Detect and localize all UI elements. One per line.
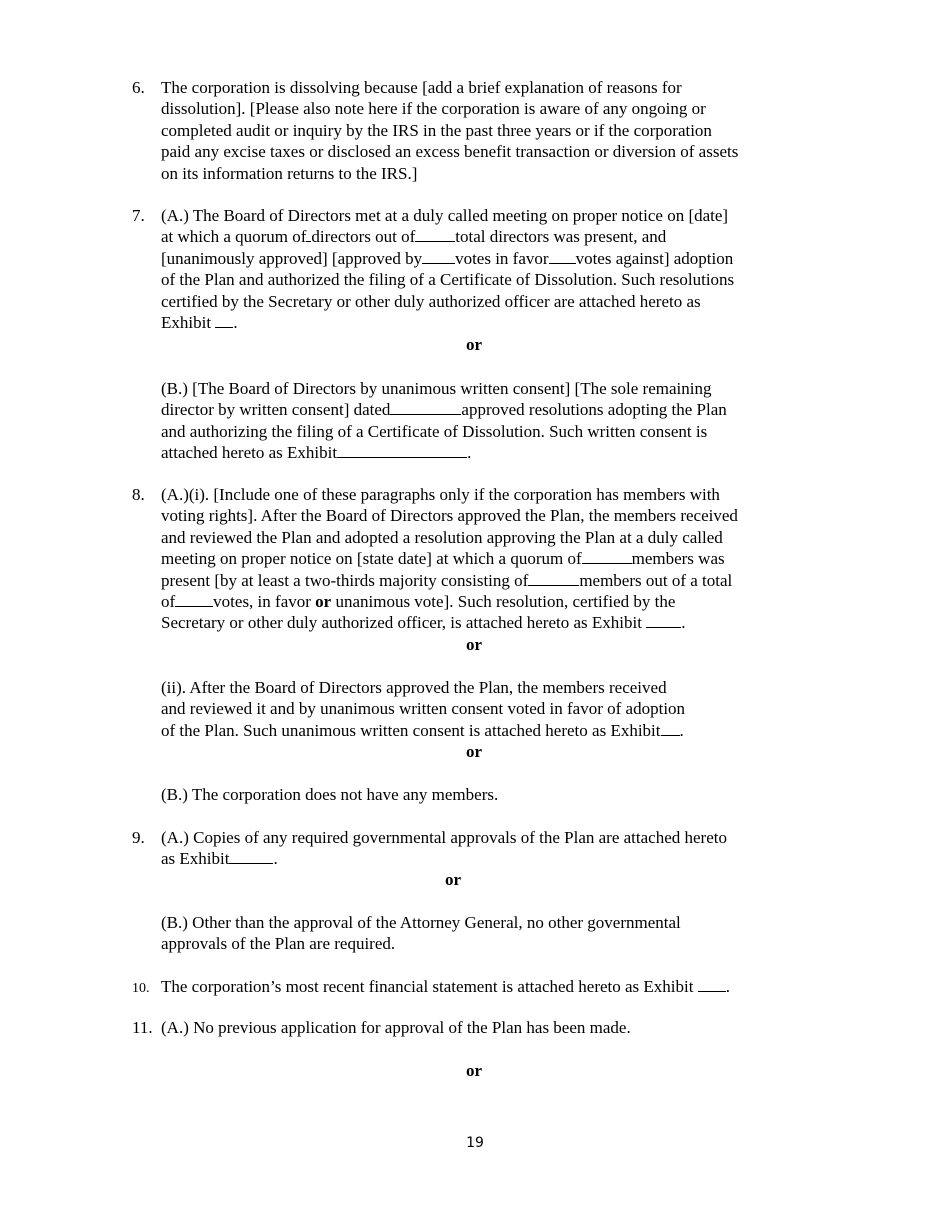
or-separator: or bbox=[466, 335, 483, 354]
item-11 bbox=[132, 1017, 812, 1038]
page-number: 19 bbox=[466, 1135, 484, 1151]
item-10 bbox=[132, 976, 812, 997]
text-line: The corporation is dissolving because [add a brief explanation of reasons for bbox=[161, 78, 682, 97]
item-7b-body bbox=[161, 378, 727, 464]
text-line: (ii). After the Board of Directors approved the Plan, the members received bbox=[161, 678, 667, 697]
text-line: (B.) Other than the approval of the Attorney General, no other governmental bbox=[161, 913, 681, 932]
text-line: of the Plan. Such unanimous written consent is attached hereto as Exhibit . bbox=[161, 720, 684, 740]
item-number: 11. bbox=[132, 1018, 153, 1037]
item-number: 10. bbox=[132, 981, 150, 996]
or-separator: or bbox=[466, 635, 483, 654]
text-line: meeting on proper notice on [state date] at which a quorum of members was bbox=[161, 549, 725, 569]
blank-line bbox=[422, 248, 455, 264]
text-line: and authorizing the filing of a Certificate of Dissolution. Such written consent is bbox=[161, 421, 708, 441]
item-9b-body bbox=[161, 912, 681, 955]
item-8b-body bbox=[161, 784, 498, 805]
text-line: director by written consent] dated approved resolutions adopting the Plan bbox=[161, 400, 727, 420]
text-line: (A.)(i). [Include one of these paragraphs only if the corporation has members with bbox=[161, 485, 720, 504]
item-number: 7. bbox=[132, 206, 145, 225]
text-line: attached hereto as Exhibit . bbox=[161, 443, 472, 463]
item-number: 8. bbox=[132, 485, 145, 504]
blank-line bbox=[528, 570, 579, 586]
or-separator: or bbox=[466, 1061, 483, 1080]
text-line: dissolution]. [Please also note here if the corporation is aware of any ongoing or bbox=[161, 99, 706, 119]
blank-line bbox=[661, 720, 680, 736]
or-separator: or bbox=[445, 870, 462, 889]
text-line: of votes, in favor or unanimous vote]. Such resolution, certified by the bbox=[161, 592, 676, 612]
blank-line bbox=[175, 591, 213, 607]
text-line: of the Plan and authorized the filing of a Certificate of Dissolution. Such resolutions bbox=[161, 270, 735, 290]
text-line: (B.) The corporation does not have any members. bbox=[161, 785, 499, 804]
item-9 bbox=[132, 827, 812, 870]
blank-line bbox=[337, 442, 467, 458]
blank-line bbox=[549, 248, 576, 264]
item-number: 6. bbox=[132, 78, 145, 97]
blank-line bbox=[215, 312, 233, 328]
text-line: [unanimously approved] [approved by votes in favor votes against] adoption bbox=[161, 248, 734, 268]
text-line: at which a quorum of directors out of total directors was present, and bbox=[161, 227, 667, 247]
text-line: on its information returns to the IRS.] bbox=[161, 163, 418, 183]
item-8 bbox=[132, 484, 812, 634]
text-line: approvals of the Plan are required. bbox=[161, 934, 396, 954]
text-line: Exhibit . bbox=[161, 313, 238, 333]
text-line: and reviewed it and by unanimous written consent voted in favor of adoption bbox=[161, 699, 686, 719]
item-9a-body bbox=[161, 827, 812, 870]
text-line: paid any excise taxes or disclosed an excess benefit transaction or diversion of assets bbox=[161, 142, 739, 162]
item-10-body bbox=[161, 976, 812, 997]
blank-line bbox=[646, 612, 681, 628]
text-line: as Exhibit . bbox=[161, 849, 278, 869]
text-line: and reviewed the Plan and adopted a resolution approving the Plan at a duly called bbox=[161, 527, 723, 547]
blank-line bbox=[415, 226, 455, 242]
item-6 bbox=[132, 77, 812, 184]
text-line: The corporation’s most recent financial statement is attached hereto as Exhibit . bbox=[161, 977, 730, 996]
text-line: completed audit or inquiry by the IRS in the past three years or if the corporation bbox=[161, 120, 712, 140]
blank-line bbox=[698, 976, 726, 992]
item-number: 9. bbox=[132, 828, 145, 847]
text-line: (A.) Copies of any required governmental approvals of the Plan are attached hereto bbox=[161, 828, 727, 847]
text-line: present [by at least a two-thirds majority consisting of members out of a total bbox=[161, 570, 733, 590]
or-separator: or bbox=[466, 742, 483, 761]
item-7 bbox=[132, 205, 812, 333]
text-line: Secretary or other duly authorized officer, is attached hereto as Exhibit . bbox=[161, 613, 686, 633]
text-line: (A.) The Board of Directors met at a duly called meeting on proper notice on [date] bbox=[161, 206, 729, 225]
item-8aii-body bbox=[161, 677, 685, 741]
blank-line bbox=[582, 548, 632, 564]
item-11-body bbox=[161, 1017, 812, 1038]
item-8ai-body bbox=[161, 484, 812, 634]
text-line: voting rights]. After the Board of Directors approved the Plan, the members received bbox=[161, 506, 738, 526]
text-line: certified by the Secretary or other duly authorized officer are attached hereto as bbox=[161, 291, 701, 311]
item-7a-body bbox=[161, 205, 812, 333]
text-line: (A.) No previous application for approval of the Plan has been made. bbox=[161, 1018, 631, 1037]
text-line: (B.) [The Board of Directors by unanimous written consent] [The sole remaining bbox=[161, 379, 712, 398]
blank-line bbox=[229, 848, 273, 864]
item-6-body bbox=[161, 77, 812, 184]
blank-line bbox=[390, 399, 461, 415]
